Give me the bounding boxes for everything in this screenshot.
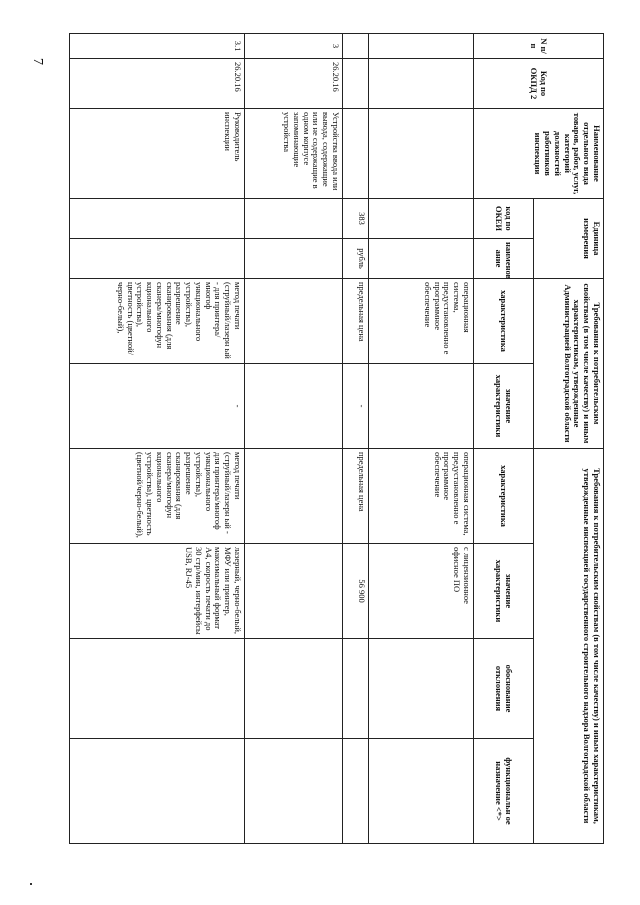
cell-admin-value — [245, 364, 343, 449]
cell-name: Устройства ввода или вывода, содержащие или не содержащие в одном корпусе запоминающие устройства — [245, 109, 343, 199]
header-inspection-requirements: Требования к потребительским свойствам (в том числе качеству) и иным характеристикам, утвержденные инспекцией государственного строительного надзора Волгоградской области — [534, 449, 604, 844]
cell-unit: рубль — [343, 239, 369, 279]
cell-function — [245, 739, 343, 844]
rotated-table-wrapper — [111, 33, 604, 843]
cell-function — [70, 739, 245, 844]
header-admin-requirements: Требования к потребительским свойствам (в том числе качеству) и иным характеристикам, утвержденные Администрацией Волгоградской области — [534, 279, 604, 449]
cell-admin-value: - — [70, 364, 245, 449]
cell-justification — [245, 639, 343, 739]
header-n: N п/п — [474, 34, 604, 59]
header-unit-name: наименов ание — [474, 239, 534, 279]
cell-name: Руководитель инспекции — [70, 109, 245, 199]
cell-okei — [70, 199, 245, 239]
cell-admin-value: - — [343, 364, 369, 449]
cell-admin-value — [369, 364, 474, 449]
cell-okpd: 26.20.16 — [245, 59, 343, 109]
cell-insp-char — [245, 449, 343, 544]
cell-function — [369, 739, 474, 844]
page-number: 7 — [30, 58, 45, 65]
cell-admin-char: операционная система, предустановленно е программное обеспечение — [369, 279, 474, 364]
cell-n — [369, 34, 474, 59]
header-justification: обоснование отклонения — [474, 639, 534, 739]
table-row — [369, 34, 474, 844]
cell-justification — [369, 639, 474, 739]
header-unit: Единица измерения — [534, 199, 604, 279]
header-okei: код по ОКЕИ — [474, 199, 534, 239]
header-admin-value: значение характеристики — [474, 364, 534, 449]
header-insp-value: значение характеристики — [474, 544, 534, 639]
table-row — [70, 34, 245, 844]
cell-justification — [343, 639, 369, 739]
cell-function — [343, 739, 369, 844]
cell-admin-char — [245, 279, 343, 364]
cell-insp-char: предельная цена — [343, 449, 369, 544]
cell-unit — [369, 239, 474, 279]
cell-n — [343, 34, 369, 59]
header-name: Наименование отдельного вида товаров, работ, услуг, категорий должностей работников инспекции — [474, 109, 604, 199]
cell-okpd: 26.20.16 — [70, 59, 245, 109]
cell-unit — [245, 239, 343, 279]
cell-name — [369, 109, 474, 199]
header-okpd: Код по ОКПД 2 — [474, 59, 604, 109]
cell-admin-char: предельная цена — [343, 279, 369, 364]
cell-admin-char: метод печати (струйный/лазерн ый - для принтера/многоф ункционального устройства), разрешение сканирования (для сканера/многофун кционального устройства), цветность (цветной/черно-белый), — [70, 279, 245, 364]
header-admin-char: характеристика — [474, 279, 534, 364]
cell-n: 3 — [245, 34, 343, 59]
header-function: функциональн ое назначение <*> — [474, 739, 534, 844]
cell-n: 3.1 — [70, 34, 245, 59]
cell-insp-value — [245, 544, 343, 639]
table-row — [245, 34, 343, 844]
cell-unit — [70, 239, 245, 279]
cell-insp-value: 56 900 — [343, 544, 369, 639]
scan-dot — [30, 883, 32, 885]
cell-okei — [245, 199, 343, 239]
cell-insp-value: лазерный, черно-белый, МФУ или принтер, максимальный формат А4, скорость печати до 30 стр/мин, интерфейсы USB, RJ-45 — [70, 544, 245, 639]
cell-okei: 383 — [343, 199, 369, 239]
cell-okei — [369, 199, 474, 239]
cell-okpd — [343, 59, 369, 109]
header-insp-char: характеристика — [474, 449, 534, 544]
cell-insp-char: метод печати (струйный/лазерн ый - для принтера/многоф ункционального устройства), разрешение сканирования (для сканера/многофун кционального устройства), цветность (цветной/черно-белый), — [70, 449, 245, 544]
cell-insp-char: операционная система, предустановленно е программное обеспечение — [369, 449, 474, 544]
table-row — [343, 34, 369, 844]
cell-justification — [70, 639, 245, 739]
cell-insp-value: с лицензионное офисное ПО — [369, 544, 474, 639]
cell-name — [343, 109, 369, 199]
cell-okpd — [369, 59, 474, 109]
requirements-table — [69, 33, 604, 844]
